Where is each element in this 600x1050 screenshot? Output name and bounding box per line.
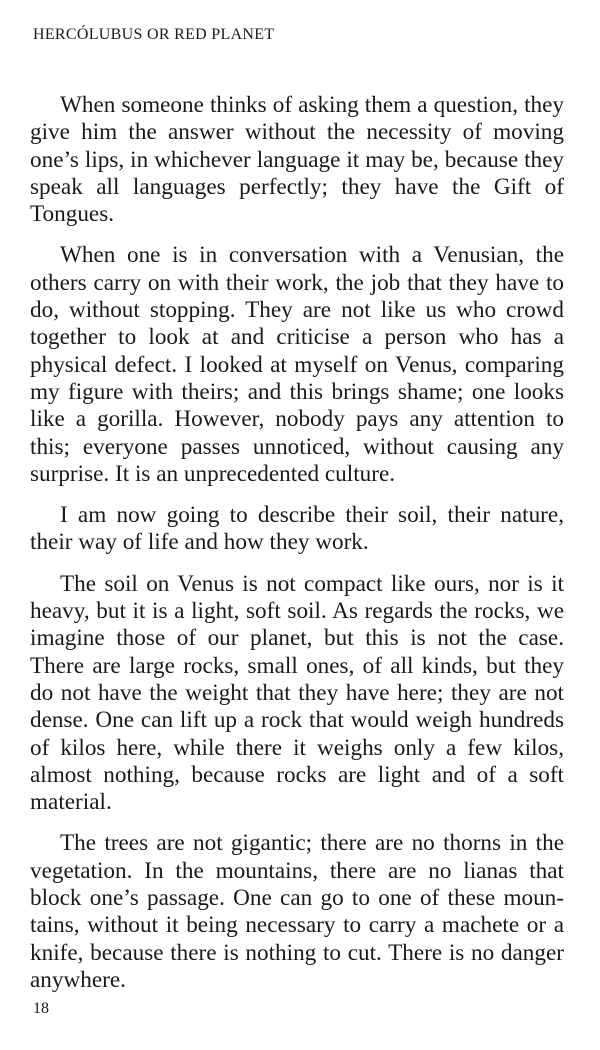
paragraph: The trees are not gigantic; there are no thorns in the vegetation. In the mountains, there are no lianas that block one’s passage. One can go to one of these mountains, without it being necessary to carry a machete or a knife, because there is nothing to cut. There is no danger anywhere. <box>30 830 564 993</box>
paragraph: When one is in conversation with a Venusian, the others carry on with their work, the job that they have to do, without stopping. They are not like us who crowd together to look at and criticise a person who has a physical defect. I looked at myself on Venus, comparing my figure with theirs; and this brings shame; one looks like a gorilla. However, nobody pays any attention to this; everyone passes unnoticed, without causing any surprise. It is an unprecedented culture. <box>30 242 564 487</box>
body-text <box>30 92 564 1008</box>
paragraph: The soil on Venus is not compact like ours, nor is it heavy, but it is a light, soft soil. As regards the rocks, we imagine those of our planet, but this is not the case. There are large rocks, small ones, of all kinds, but they do not have the weight that they have here; they are not dense. One can lift up a rock that would weigh hundreds of kilos here, while there it weighs only a few kilos, almost nothing, because rocks are light and of a soft material. <box>30 570 564 816</box>
paragraph: I am now going to describe their soil, their nature, their way of life and how they work. <box>30 502 564 556</box>
paragraph: When someone thinks of asking them a question, they give him the answer without the necessity of moving one’s lips, in whichever language it may be, because they speak all languages perfectly; they have the Gift of Tongues. <box>30 92 564 228</box>
page-number: 18 <box>33 1000 49 1017</box>
running-head: HERCÓLUBUS OR RED PLANET <box>33 26 275 43</box>
